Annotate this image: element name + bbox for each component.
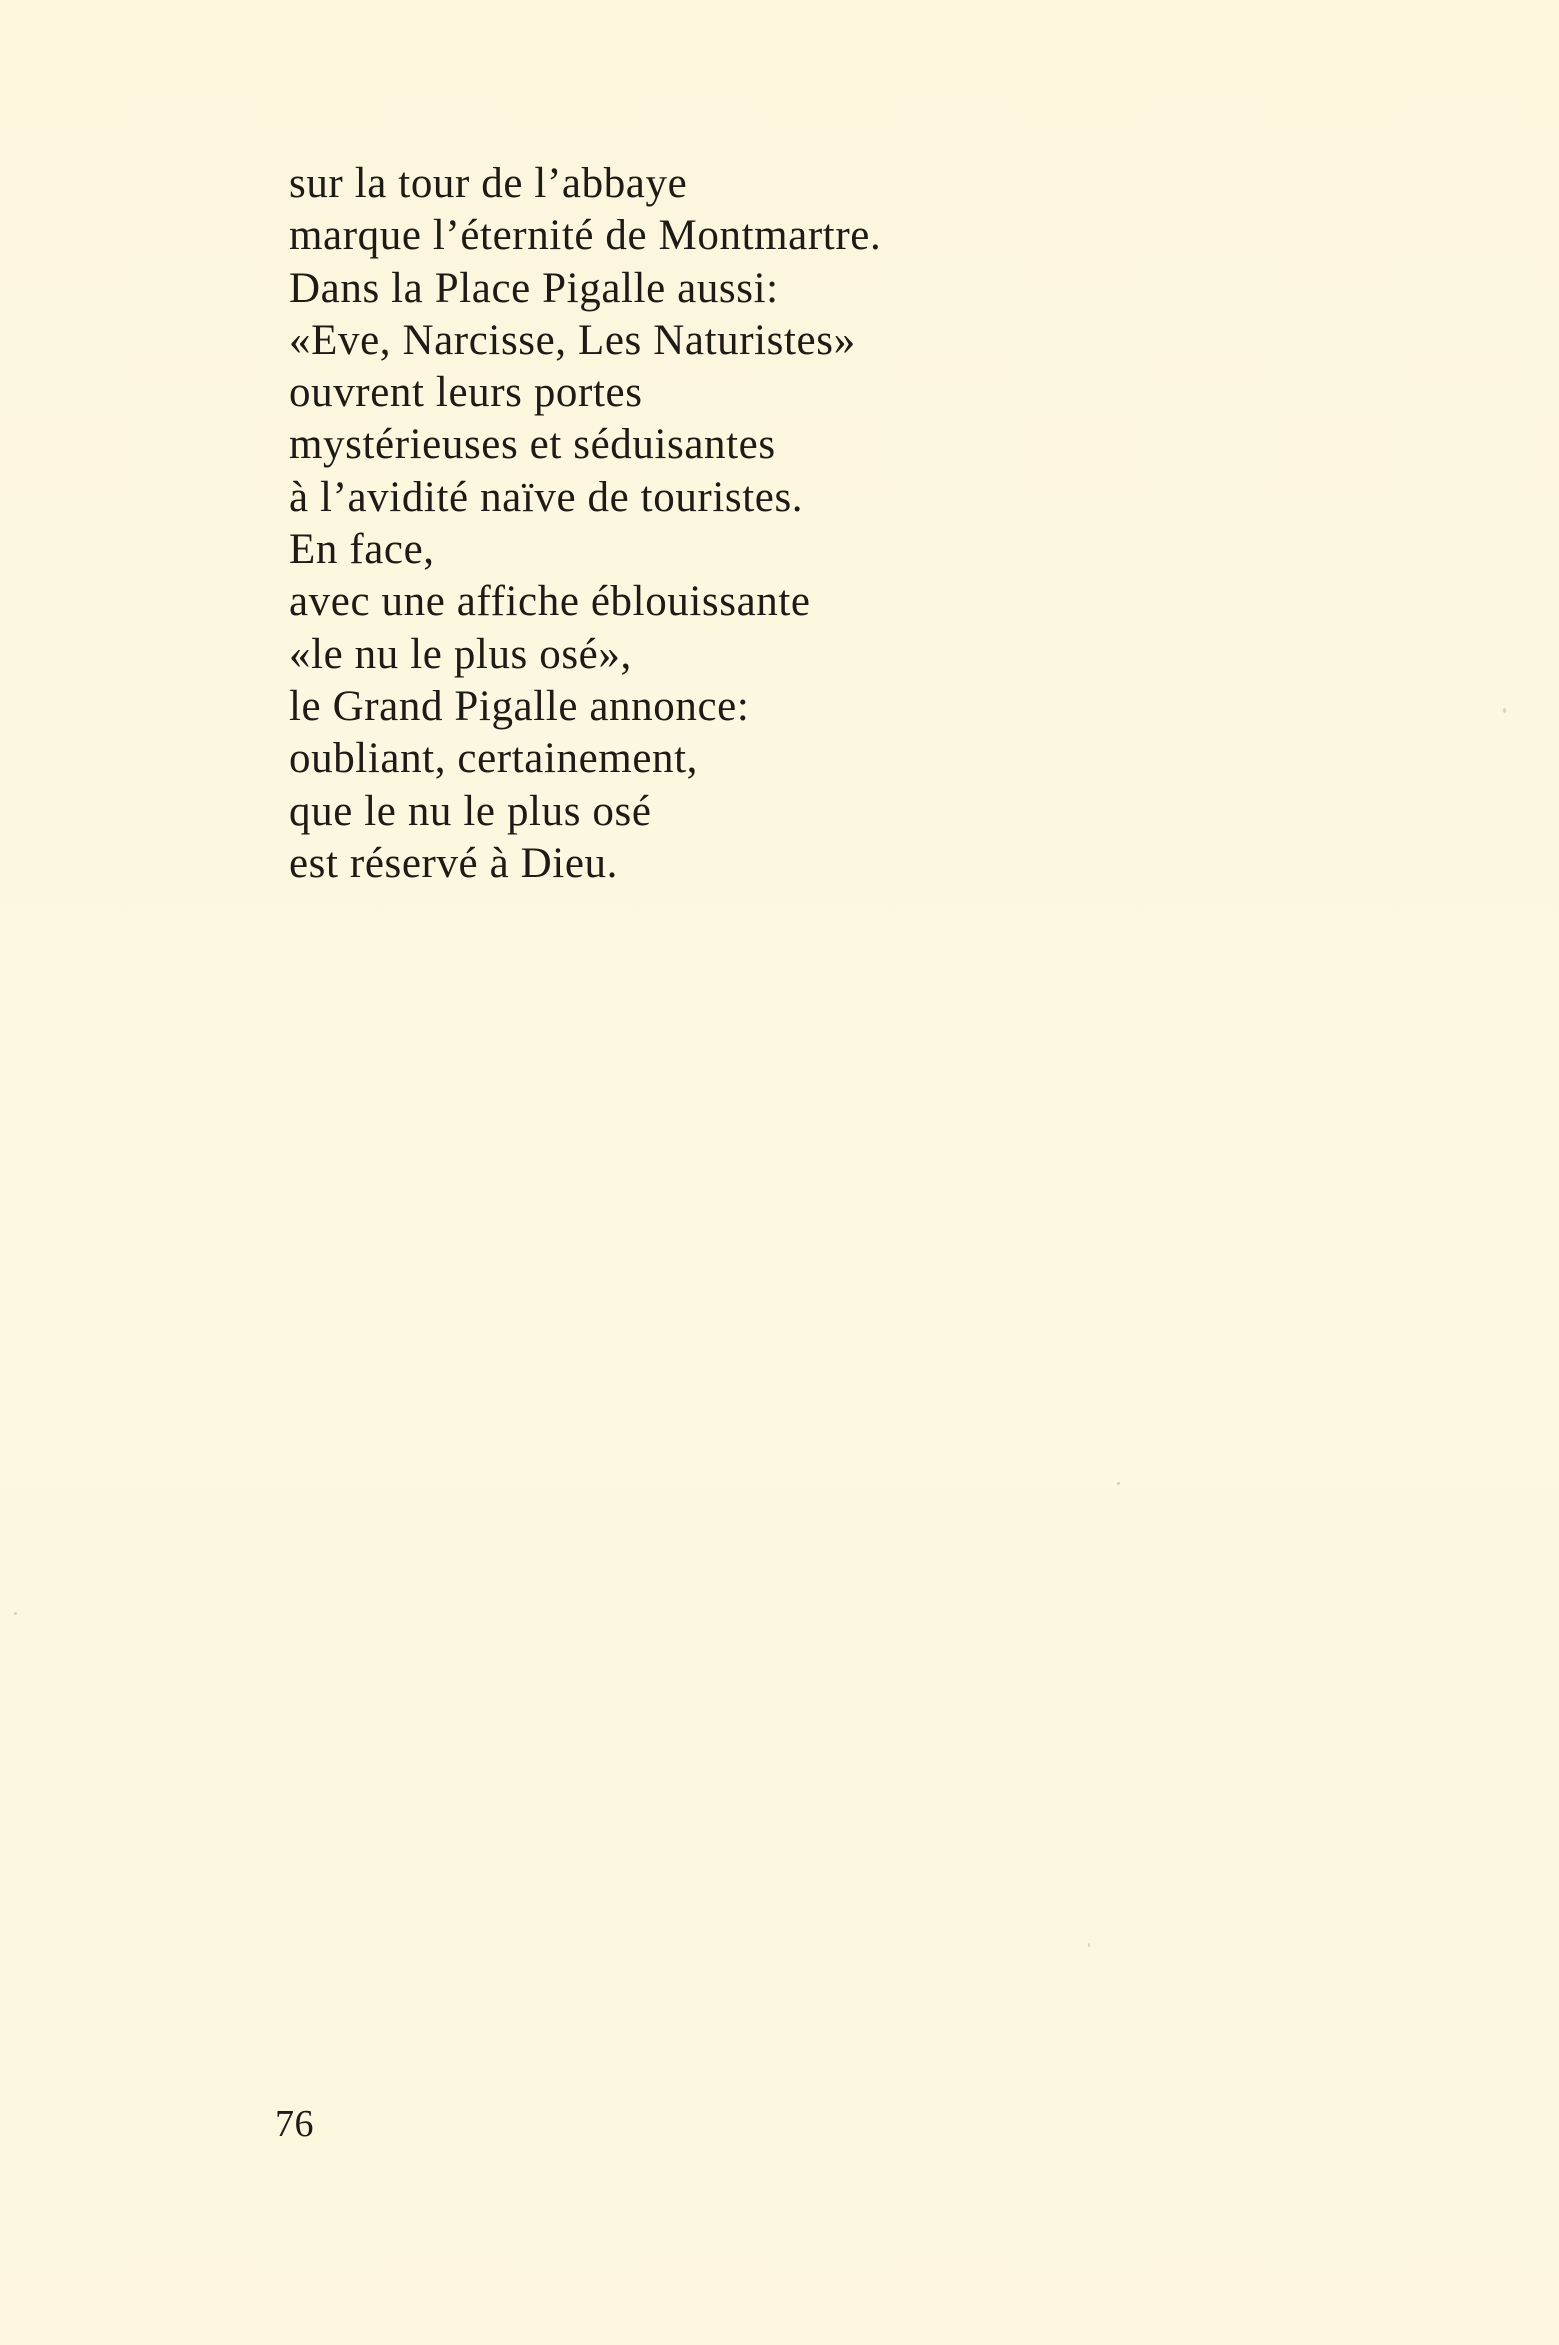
poem-line: «Eve, Narcisse, Les Naturistes» bbox=[289, 316, 856, 364]
poem-line: à l’avidité naïve de touristes. bbox=[289, 473, 804, 521]
poem-line: «le nu le plus osé», bbox=[289, 630, 632, 678]
paper-speck bbox=[1117, 1482, 1120, 1485]
poem-line: En face, bbox=[289, 526, 435, 574]
poem-line: marque l’éternité de Montmartre. bbox=[289, 212, 882, 260]
poem-line: sur la tour de l’abbaye bbox=[289, 160, 688, 207]
poem-line: Dans la Place Pigalle aussi: bbox=[289, 264, 779, 312]
poem-line: avec une affiche éblouissante bbox=[289, 578, 811, 626]
poem-line: mystérieuses et séduisantes bbox=[289, 421, 776, 469]
poem-line: ouvrent leurs portes bbox=[289, 369, 643, 417]
poem-line: est réservé à Dieu. bbox=[289, 839, 618, 887]
poem-line: oubliant, certainement, bbox=[289, 735, 699, 783]
paper-speck bbox=[14, 1612, 17, 1615]
paper-speck bbox=[1503, 708, 1506, 713]
page-number: 76 bbox=[275, 2103, 314, 2145]
paper-speck bbox=[1088, 1943, 1090, 1947]
poem-line: que le nu le plus osé bbox=[289, 787, 652, 835]
poem-text bbox=[289, 158, 881, 890]
poem-line: le Grand Pigalle annonce: bbox=[289, 682, 750, 730]
